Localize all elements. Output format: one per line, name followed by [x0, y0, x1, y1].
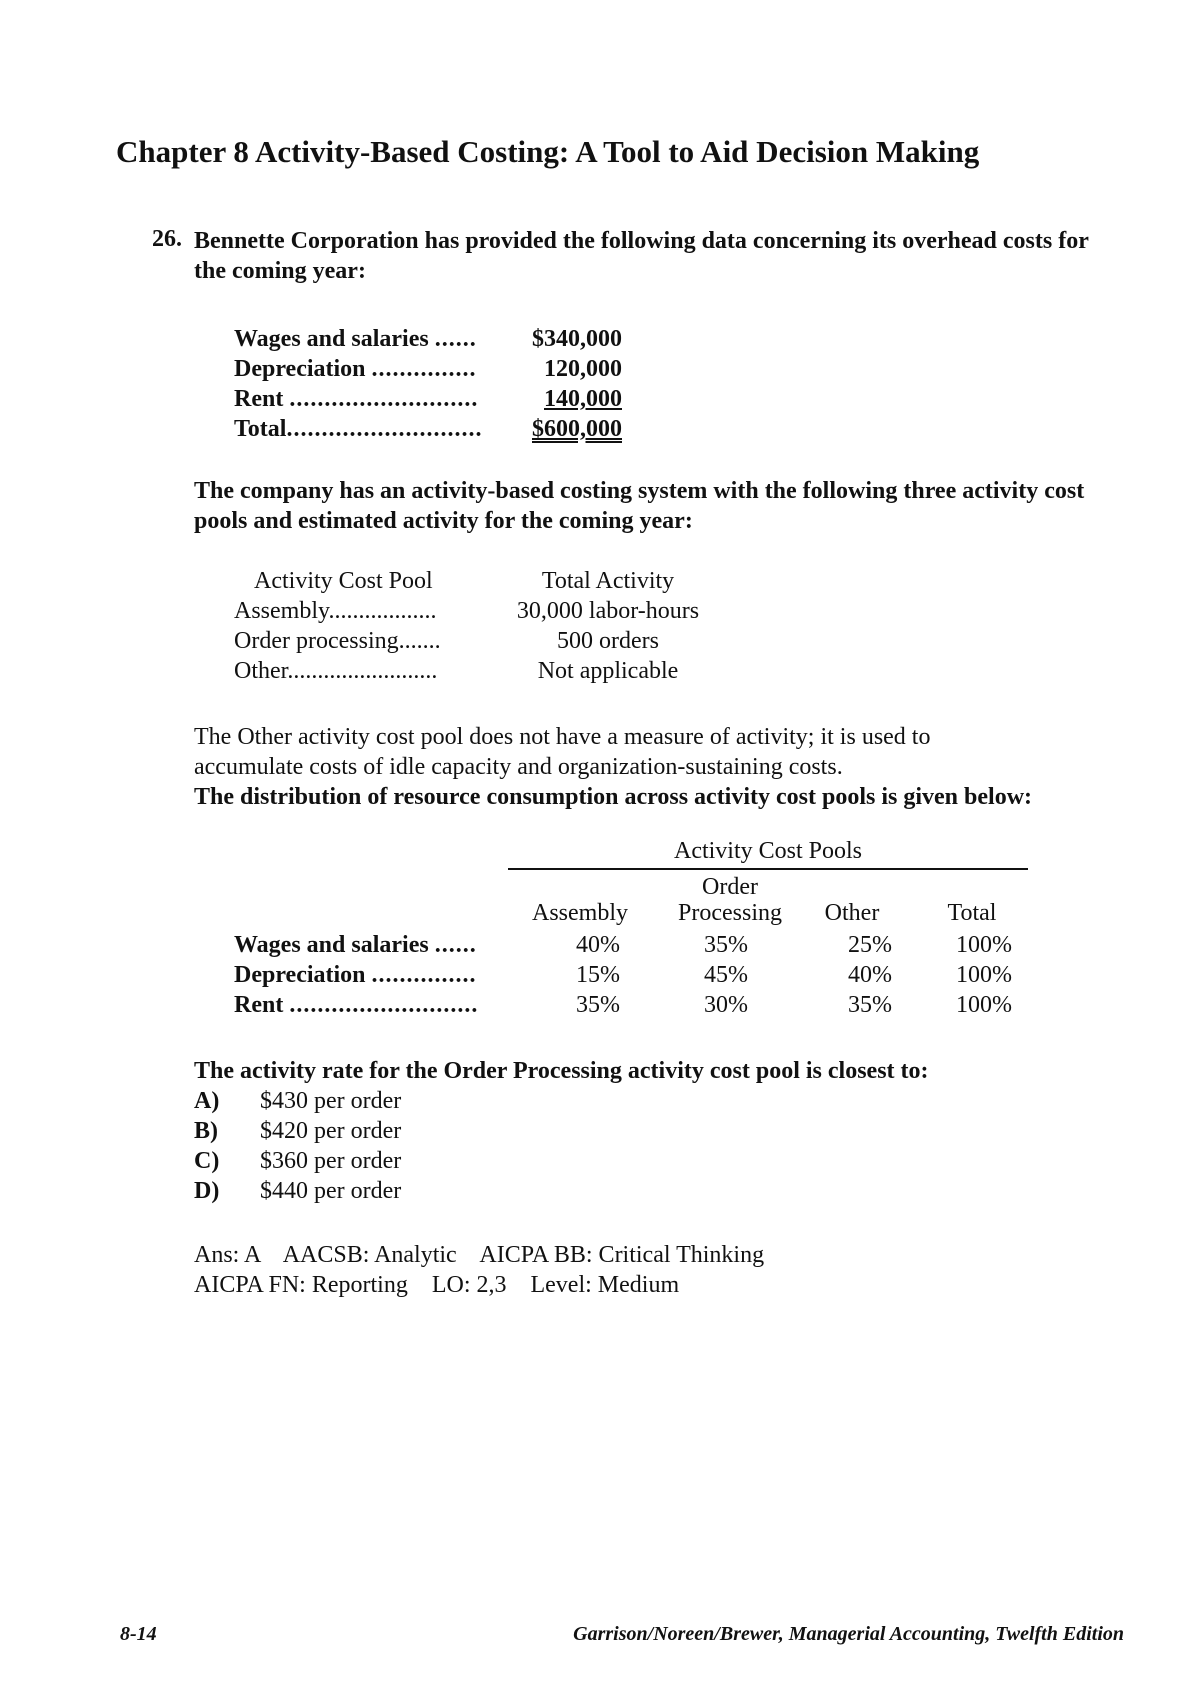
answer-meta-1: Ans: A AACSB: Analytic AICPA BB: Critical Thinking	[194, 1242, 765, 1268]
page-number: 8-14	[120, 1623, 157, 1645]
dist-cell: 40%	[848, 962, 892, 988]
question-intro: Bennette Corporation has provided the following data concerning its overhead costs for the coming year:	[194, 228, 1089, 284]
dist-row-label: Wages and salaries ......	[234, 932, 477, 958]
overhead-row-amount: $340,000	[532, 326, 622, 352]
question-number: 26.	[152, 226, 182, 252]
overhead-row-label: Wages and salaries ......	[234, 326, 477, 352]
distribution-intro: The distribution of resource consumption across activity cost pools is given below:	[194, 784, 1033, 810]
distribution-group-header: Activity Cost Pools	[673, 838, 863, 864]
col-header-order-line2: Processing	[678, 900, 782, 926]
option-text: $440 per order	[260, 1178, 402, 1204]
pool-row-activity: Not applicable	[537, 658, 679, 684]
pool-row-label: Other.........................	[234, 658, 438, 684]
footer-source: Garrison/Noreen/Brewer, Managerial Accounting, Twelfth Edition	[573, 1623, 1124, 1645]
overhead-row-label: Rent ...........................	[234, 386, 479, 412]
chapter-title: Chapter 8 Activity-Based Costing: A Tool to Aid Decision Making	[116, 134, 980, 169]
dist-row-label: Depreciation ...............	[234, 962, 477, 988]
other-pool-note-2: accumulate costs of idle capacity and organization-sustaining costs.	[194, 754, 843, 780]
overhead-total-amount: $600,000	[532, 416, 622, 442]
pools-header-activity: Total Activity	[541, 568, 675, 594]
option-text: $430 per order	[260, 1088, 402, 1114]
overhead-row-label: Depreciation ...............	[234, 356, 477, 382]
abc-intro: The company has an activity-based costing system with the following three activity cost pools and estimated activity for the coming year:	[194, 478, 1085, 534]
dist-cell: 25%	[848, 932, 892, 958]
pools-header-pool: Activity Cost Pool	[254, 568, 433, 594]
option-letter: D)	[194, 1178, 220, 1204]
group-header-rule	[508, 868, 1028, 870]
pool-row-activity: 30,000 labor-hours	[516, 598, 700, 624]
dist-cell: 30%	[704, 992, 748, 1018]
col-header-other: Other	[824, 900, 880, 926]
answer-meta-2: AICPA FN: Reporting LO: 2,3 Level: Medium	[194, 1272, 680, 1298]
col-header-order-line1: Order	[702, 874, 758, 900]
overhead-row-amount: 140,000	[544, 386, 622, 412]
dist-cell: 35%	[704, 932, 748, 958]
question-prompt: The activity rate for the Order Processing activity cost pool is closest to:	[194, 1058, 929, 1084]
dist-cell: 35%	[576, 992, 620, 1018]
option-letter: B)	[194, 1118, 218, 1144]
option-text: $360 per order	[260, 1148, 402, 1174]
col-header-assembly: Assembly	[532, 900, 628, 926]
dist-cell: 100%	[956, 932, 1012, 958]
col-header-total: Total	[947, 900, 997, 926]
overhead-row-amount: 120,000	[544, 356, 622, 382]
dist-cell: 100%	[956, 992, 1012, 1018]
overhead-total-label: Total............................	[234, 416, 483, 442]
pool-row-label: Assembly..................	[234, 598, 437, 624]
option-letter: C)	[194, 1148, 220, 1174]
dist-cell: 15%	[576, 962, 620, 988]
option-text: $420 per order	[260, 1118, 402, 1144]
pool-row-activity: 500 orders	[557, 628, 659, 654]
option-letter: A)	[194, 1088, 220, 1114]
dist-cell: 45%	[704, 962, 748, 988]
dist-cell: 35%	[848, 992, 892, 1018]
dist-cell: 40%	[576, 932, 620, 958]
other-pool-note-1: The Other activity cost pool does not have a measure of activity; it is used to	[194, 724, 931, 750]
dist-cell: 100%	[956, 962, 1012, 988]
dist-row-label: Rent ...........................	[234, 992, 479, 1018]
pool-row-label: Order processing.......	[234, 628, 441, 654]
